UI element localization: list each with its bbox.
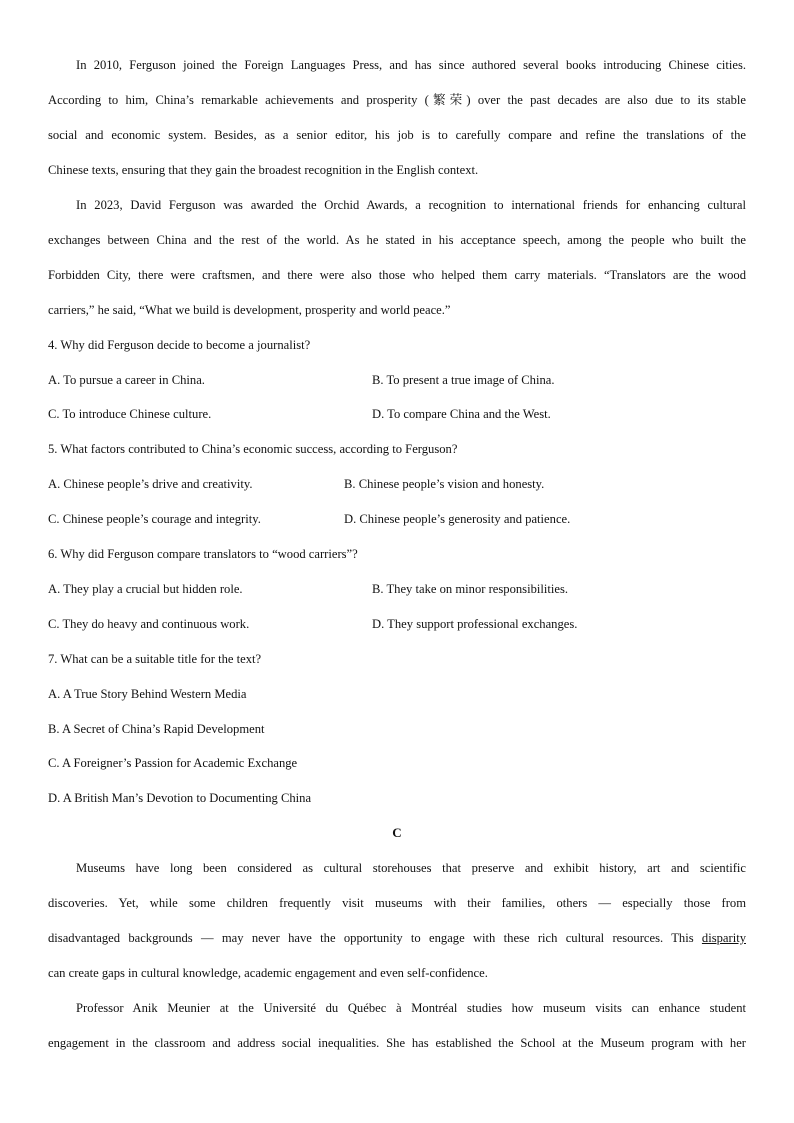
question-5-option-c: C. Chinese people’s courage and integrity. bbox=[48, 512, 261, 526]
question-4-option-d: D. To compare China and the West. bbox=[372, 407, 551, 421]
underlined-word-disparity: disparity bbox=[701, 931, 746, 945]
question-5-option-a: A. Chinese people’s drive and creativity. bbox=[48, 477, 253, 491]
question-4-stem: 4. Why did Ferguson decide to become a journalist? bbox=[48, 338, 311, 352]
passage-b-p2-line: Forbidden City, there were craftsmen, and there were also those who helped them carry materials. “Translators are the wood bbox=[48, 268, 746, 282]
passage-c-p1-line bbox=[48, 930, 746, 946]
question-4-option-c: C. To introduce Chinese culture. bbox=[48, 407, 212, 421]
question-7-option-b: B. A Secret of China’s Rapid Development bbox=[48, 722, 265, 736]
passage-c-p2-line: Professor Anik Meunier at the Université du Québec à Montréal studies how museum visits can enhance student bbox=[76, 1001, 746, 1015]
passage-c-p2-line: engagement in the classroom and address social inequalities. She has established the School at the Museum program with her bbox=[48, 1036, 746, 1050]
question-7-option-a: A. A True Story Behind Western Media bbox=[48, 687, 247, 701]
passage-b-p1-line: In 2010, Ferguson joined the Foreign Languages Press, and has since authored several books introducing Chinese cities. bbox=[76, 58, 746, 72]
question-6-stem: 6. Why did Ferguson compare translators to “wood carriers”? bbox=[48, 547, 358, 561]
passage-b-p2-line: In 2023, David Ferguson was awarded the Orchid Awards, a recognition to international friends for enhancing cultural bbox=[76, 198, 746, 212]
passage-c-heading: C bbox=[392, 825, 402, 840]
passage-b-p2-line: exchanges between China and the rest of the world. As he stated in his acceptance speech, among the people who built the bbox=[48, 233, 746, 247]
passage-b-p2-line: carriers,” he said, “What we build is development, prosperity and world peace.” bbox=[48, 303, 451, 317]
question-4-option-a: A. To pursue a career in China. bbox=[48, 373, 205, 387]
question-6-option-a: A. They play a crucial but hidden role. bbox=[48, 582, 243, 596]
passage-c-p1-line: Museums have long been considered as cultural storehouses that preserve and exhibit history, art and scientific bbox=[76, 861, 746, 875]
passage-c-p1-line: discoveries. Yet, while some children frequently visit museums with their families, others — especially those from bbox=[48, 896, 746, 910]
passage-b-p1-line: Chinese texts, ensuring that they gain the broadest recognition in the English context. bbox=[48, 163, 479, 177]
question-7-option-d: D. A British Man’s Devotion to Documenting China bbox=[48, 791, 312, 805]
passage-b-p1-line: According to him, China’s remarkable achievements and prosperity (繁荣) over the past decades are also due to its stable bbox=[48, 93, 746, 107]
question-4-option-b: B. To present a true image of China. bbox=[372, 373, 555, 387]
question-5-stem: 5. What factors contributed to China’s economic success, according to Ferguson? bbox=[48, 442, 458, 456]
passage-b-p1-line: social and economic system. Besides, as a senior editor, his job is to carefully compare and refine the translations of the bbox=[48, 128, 746, 142]
question-6-option-c: C. They do heavy and continuous work. bbox=[48, 617, 250, 631]
passage-c-p1-text: disadvantaged backgrounds — may never have the opportunity to engage with these rich cultural resources. This bbox=[48, 931, 702, 945]
question-6-option-d: D. They support professional exchanges. bbox=[372, 617, 578, 631]
question-7-option-c: C. A Foreigner’s Passion for Academic Exchange bbox=[48, 756, 298, 770]
passage-c-p1-line: can create gaps in cultural knowledge, academic engagement and even self-confidence. bbox=[48, 966, 488, 980]
question-5-option-d: D. Chinese people’s generosity and patience. bbox=[344, 512, 571, 526]
question-6-option-b: B. They take on minor responsibilities. bbox=[372, 582, 568, 596]
question-5-option-b: B. Chinese people’s vision and honesty. bbox=[344, 477, 545, 491]
question-7-stem: 7. What can be a suitable title for the text? bbox=[48, 652, 262, 666]
